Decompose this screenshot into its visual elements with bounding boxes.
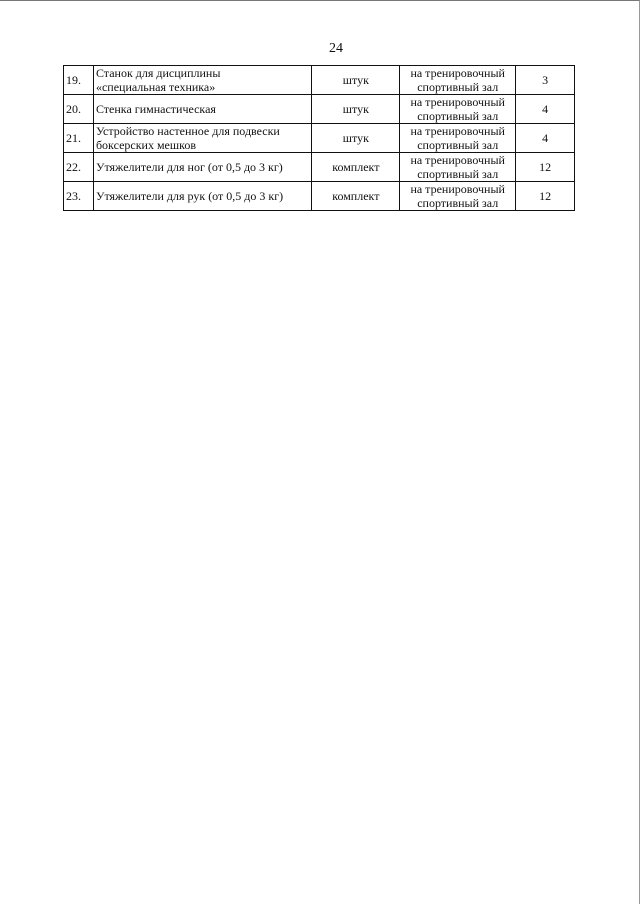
item-name-cell [93,153,311,182]
place-line: на тренировочный [410,95,505,109]
place-line: спортивный зал [417,109,499,123]
page-number: 24 [329,41,343,56]
item-name-line: Утяжелители для рук (от 0,5 до 3 кг) [95,189,284,203]
table-row [64,182,575,211]
place-cell [400,153,516,182]
row-number: 22. [64,153,94,182]
place-line: на тренировочный [410,66,505,80]
item-name-cell [93,124,311,153]
place-line: на тренировочный [410,153,505,167]
place-cell [400,66,516,95]
place-cell [400,95,516,124]
place-cell [400,124,516,153]
place-line: на тренировочный [410,182,505,196]
quantity-cell: 12 [516,153,575,182]
place-line: спортивный зал [417,167,499,181]
unit-cell: штук [312,66,400,95]
row-number: 21. [64,124,94,153]
table-row [64,66,575,95]
place-line: спортивный зал [417,138,499,152]
item-name-line: Станок для дисциплины [95,66,221,80]
item-name-cell [93,95,311,124]
place-line: спортивный зал [417,196,499,210]
row-number: 20. [64,95,94,124]
table-row [64,95,575,124]
row-number: 23. [64,182,94,211]
place-cell [400,182,516,211]
item-name-line: Утяжелители для ног (от 0,5 до 3 кг) [95,160,283,174]
quantity-cell: 3 [516,66,575,95]
quantity-cell: 12 [516,182,575,211]
quantity-cell: 4 [516,95,575,124]
item-name-line: Устройство настенное для подвески [95,124,280,138]
item-name-line: «специальная техника» [95,80,216,94]
table-row [64,124,575,153]
item-name-cell [93,66,311,95]
unit-cell: комплект [312,182,400,211]
place-line: на тренировочный [410,124,505,138]
unit-cell: штук [312,124,400,153]
place-line: спортивный зал [417,80,499,94]
quantity-cell: 4 [516,124,575,153]
item-name-cell [93,182,311,211]
unit-cell: штук [312,95,400,124]
table-row [64,153,575,182]
item-name-line: боксерских мешков [95,138,197,152]
equipment-table [63,65,575,211]
unit-cell: комплект [312,153,400,182]
item-name-line: Стенка гимнастическая [95,102,216,116]
row-number: 19. [64,66,94,95]
